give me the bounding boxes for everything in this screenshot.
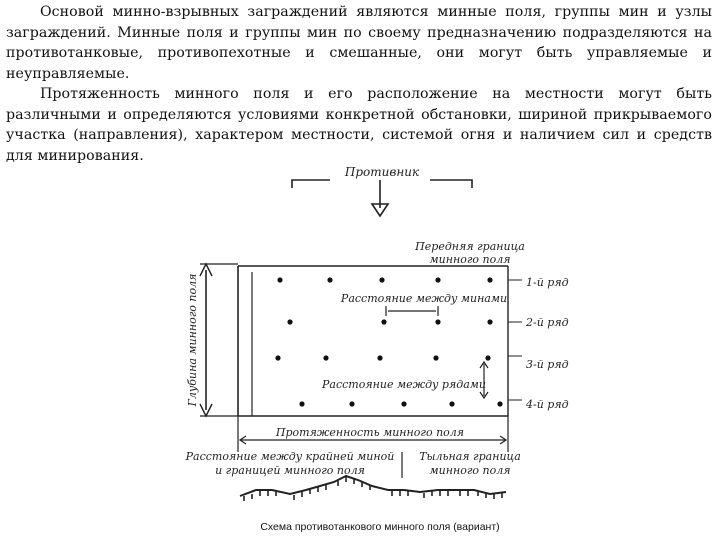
mine	[435, 319, 440, 324]
row-spacing-label: Расстояние между рядами	[322, 378, 486, 391]
mine	[487, 277, 492, 282]
mine-spacing-label: Расстояние между минами	[340, 292, 508, 305]
mine-row-1	[277, 277, 492, 282]
mine	[435, 277, 440, 282]
mine-row-3	[275, 355, 490, 360]
depth-label: Глубина минного поля	[186, 273, 199, 407]
mine	[277, 277, 282, 282]
mine	[327, 277, 332, 282]
front-boundary-label-1: Передняя граница	[415, 240, 525, 253]
mine	[381, 319, 386, 324]
mine	[379, 277, 384, 282]
row-label-3: 3-й ряд	[526, 358, 569, 371]
minefield-diagram-svg	[0, 160, 720, 540]
figure-caption: Схема противотанкового минного поля (вариант)	[260, 521, 500, 533]
paragraph-1: Основой минно-взрывных заграждений являются минные поля, группы мин и узлы заграждений. Минные поля и группы мин по своему предназначению подразделяются на противотанковые, противопехотные и смешанные, они могут быть управляемые и неуправляемые.	[6, 4, 712, 82]
minefield-diagram	[0, 160, 720, 540]
row-label-4: 4-й ряд	[526, 398, 569, 411]
edge-distance-label-1: Расстояние между крайней миной	[185, 450, 395, 463]
depth-bracket	[186, 264, 238, 416]
rear-boundary-label-1: Тыльная граница	[419, 450, 521, 463]
length-dimension	[238, 416, 508, 452]
enemy-direction-marker	[292, 165, 472, 216]
mine	[401, 401, 406, 406]
mine	[485, 355, 490, 360]
minefield-area	[238, 266, 522, 416]
rear-trench-line	[240, 476, 506, 501]
row-label-2: 2-й ряд	[526, 316, 569, 329]
mine-row-2	[287, 319, 492, 324]
mine	[275, 355, 280, 360]
mine	[287, 319, 292, 324]
mine	[449, 401, 454, 406]
enemy-label: Противник	[344, 165, 420, 179]
mine-row-4	[299, 401, 502, 406]
mine	[323, 355, 328, 360]
mine	[497, 401, 502, 406]
mine	[299, 401, 304, 406]
front-boundary-label-2: минного поля	[429, 253, 511, 266]
row-spacing-annotation	[321, 362, 488, 398]
mine	[487, 319, 492, 324]
length-label: Протяженность минного поля	[275, 426, 465, 439]
row-label-1: 1-й ряд	[526, 276, 569, 289]
paragraph-2: Протяженность минного поля и его расположение на местности могут быть различными и определяются условиями конкретной обстановки, шириной прикрываемого участка (направления), характером местности, системой огня и наличием сил и средств для минирования.	[6, 86, 712, 164]
text-block	[6, 2, 712, 166]
rear-boundary-label-2: минного поля	[429, 464, 511, 477]
edge-distance-label-2: и границей минного поля	[215, 464, 365, 477]
mine	[349, 401, 354, 406]
mine	[377, 355, 382, 360]
mine-spacing-annotation	[340, 292, 507, 316]
mine	[433, 355, 438, 360]
